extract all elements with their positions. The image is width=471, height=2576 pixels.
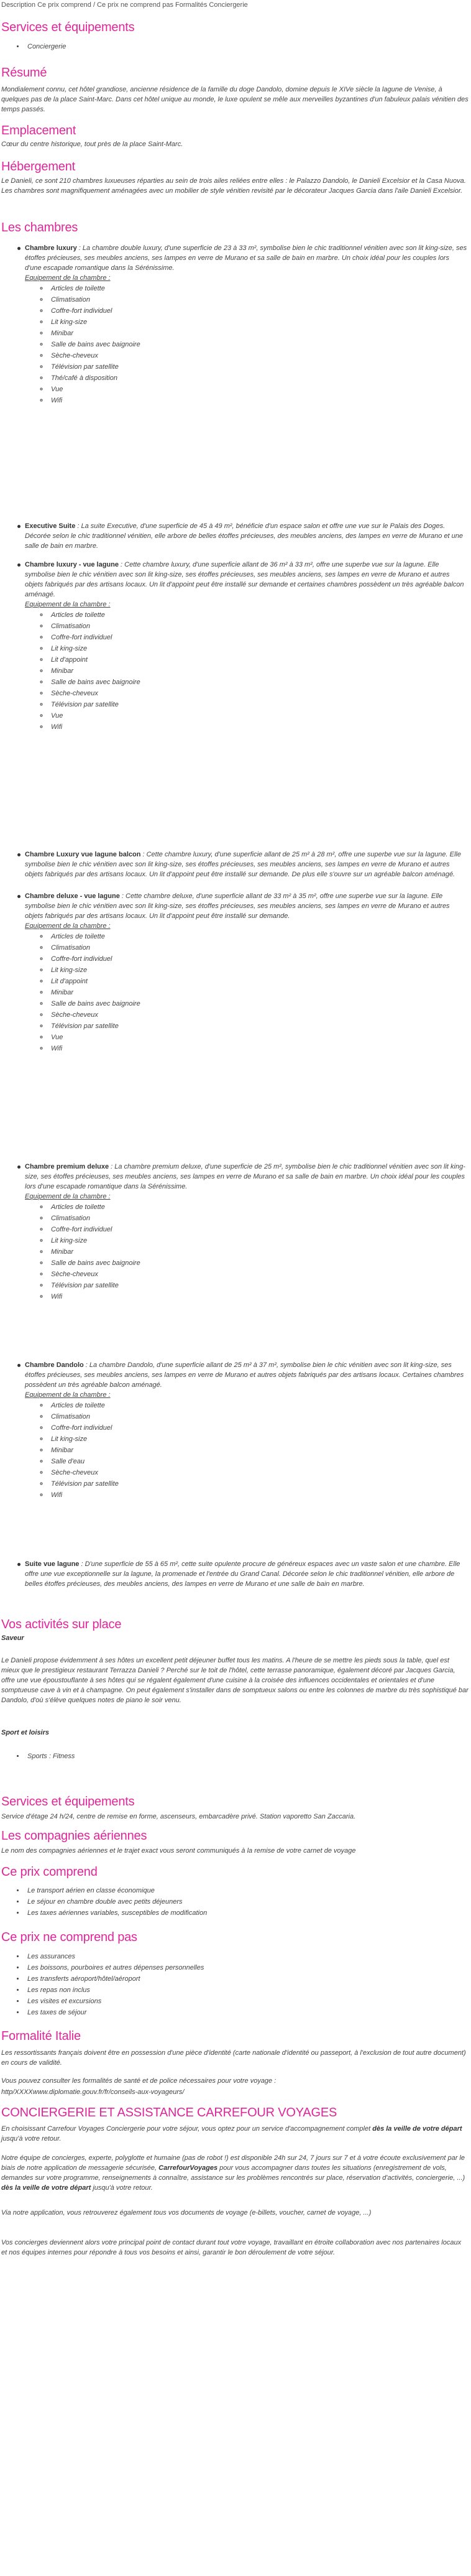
list-item: • Le transport aérien en classe économique (25, 1885, 207, 1896)
room-1 (25, 521, 470, 551)
room-desc: : D'une superficie de 55 à 65 m², cette suite opulente procure de généreux espaces avec un vaste salon et une chambre. Elle offre une vue exceptionnelle sur la lagune, la promenade et l'entrée du Grand Canal. Décorée selon le chic traditionnel vénitien, elle arbore de belles étoffes précieuses, des meubles anciens, des lampes en verre de Murano et une salle de bain en marbre. (25, 1560, 460, 1588)
amenity-item: ◦ Salle de bains avec baignoire (48, 339, 470, 350)
prix-ne-comprend-list (1, 1951, 204, 2018)
text-bold: dès la veille de votre départ (372, 2125, 462, 2133)
list-item: • Conciergerie (25, 41, 66, 52)
amenity-item: ◦ Télévision par satellite (48, 361, 470, 373)
room-desc: : Cette chambre deluxe, d'une superficie allant de 33 m² à 35 m², offre une superbe vue sur la lagune. Elle symbolise bien le chic vénitien avec son lit king-size, ses étoffes précieuses, ses meubles anciens, ses lampes en verre de Murano et autres objets fabriqués par des artisans locaux. Un lit d'appoint peut être installé sur demande. (25, 892, 450, 920)
room-5 (25, 1162, 470, 1302)
conciergerie-p3: Via notre application, vous retrouverez également tous vos documents de voyage (e-billets, voucher, carnet de voyage, ...) (1, 2209, 372, 2217)
sport-list (1, 1751, 75, 1762)
amenity-item: ◦ Salle de bains avec baignoire (48, 1258, 470, 1269)
room-desc: : La chambre double luxury, d'une superficie de 23 à 33 m², symbolise bien le chic traditionnel vénitien avec son lit king-size, ses étoffes précieuses, ses meubles anciens, ses lampes en verre de Murano et sa salle de bain en marbre. Un choix idéal pour les couples lors d'une escapade romantique dans la Sérénissime. (25, 244, 467, 272)
emplacement-heading: Emplacement (1, 124, 76, 137)
amenity-item: ◦ Climatisation (48, 1411, 470, 1422)
amenity-item: ◦ Articles de toilette (48, 609, 470, 621)
conciergerie-p4: Vos concierges deviennent alors votre principal point de contact durant tout votre voyage, travaillant en étroite collaboration avec nos partenaires locaux et nos équipes internes pour répondre à tous vos besoins et ainsi, garantir le bon déroulement de votre séjour. (1, 2239, 462, 2256)
amenity-item: ◦ Sèche-cheveux (48, 1467, 470, 1478)
amenity-list (25, 931, 470, 1054)
text: En choisissant Carrefour Voyages Conciergerie pour votre séjour, vous optez pour un service d'accompagnement complet (1, 2125, 373, 2133)
services-text: Service d'étage 24 h/24, centre de remise en forme, ascenseurs, embarcadère privé. Station vaporetto San Zaccaria. (1, 1813, 356, 1820)
bullet (17, 1563, 21, 1566)
room-desc: : La chambre premium deluxe, d'une superficie de 25 m², symbolise bien le chic traditionnel vénitien avec son lit king-size, ses étoffes précieuses, ses meubles anciens, ses lampes en verre de Murano et sa salle de bain en marbre. Un choix idéal pour les couples lors d'une escapade romantique dans la Sérénissime. (25, 1163, 465, 1190)
room-6 (25, 1360, 470, 1501)
conciergerie-p1 (1, 2124, 469, 2144)
saveur-label: Saveur (1, 1634, 24, 1642)
text: Notre équipe de concierges, experte, polyglotte et humaine (pas de robot !) est disponible 24h sur 24, 7 jours sur 7 et à votre écoute exclusivement par le biais de notre application de messagerie sécurisée, (1, 2154, 465, 2172)
bullet (17, 853, 21, 856)
bullet (17, 1165, 21, 1169)
equipment-label: Equipement de la chambre : (25, 274, 111, 282)
amenity-item: ◦ Lit d'appoint (48, 654, 470, 665)
list-item: • Les assurances (25, 1951, 204, 1962)
amenity-item: ◦ Télévision par satellite (48, 1280, 470, 1291)
room-desc: : Cette chambre luxury, d'une superficie allant de 25 m² à 28 m², offre une superbe vue sur la lagune. Elle symbolise bien le chic vénitien avec son lit king-size, ses étoffes précieuses, ses meubles anciens, ses lampes en verre de Murano et autres objets fabriqués par des artisans locaux. Un lit d'appoint peut être installé sur demande. De plus elle s'ouvre sur un agréable balcon aménagé. (25, 851, 461, 878)
amenity-item: ◦ Salle d'eau (48, 1456, 470, 1467)
amenity-item: ◦ Sèche-cheveux (48, 350, 470, 361)
amenity-item: ◦ Salle de bains avec baignoire (48, 677, 470, 688)
amenity-item: ◦ Climatisation (48, 942, 470, 953)
hebergement-text: Le Danieli, ce sont 210 chambres luxueuses réparties au sein de trois ailes reliées entre elles : le Palazzo Dandolo, le Danieli Excelsior et la Casa Nuova. Les chambres sont magnifiquement aménagées avec un mobilier de style vénitien revisité par le décorateur Jacques Garcia dans l'aile Danieli Excelsior. (1, 177, 466, 195)
amenity-item: ◦ Lit d'appoint (48, 976, 470, 987)
amenity-item: ◦ Climatisation (48, 1213, 470, 1224)
amenity-list (25, 1400, 470, 1501)
amenity-item: ◦ Coffre-fort individuel (48, 1422, 470, 1434)
equipment-label: Equipement de la chambre : (25, 922, 111, 930)
room-desc: : La chambre Dandolo, d'une superficie allant de 25 m² à 37 m², symbolise bien le chic vénitien avec son lit king-size, ses étoffes précieuses, ses meubles anciens, ses lampes en verre de Murano et autres objets fabriqués par des artisans locaux. Certaines chambres possèdent un très agréable balcon aménagé. (25, 1361, 464, 1389)
amenity-item: ◦ Articles de toilette (48, 283, 470, 294)
amenity-item: ◦ Minibar (48, 987, 470, 998)
room-name: Suite vue lagune (25, 1560, 80, 1568)
activites-heading: Vos activités sur place (1, 1618, 122, 1631)
list-item: • Les boissons, pourboires et autres dépenses personnelles (25, 1962, 204, 1973)
room-name: Executive Suite (25, 522, 76, 530)
room-name: Chambre premium deluxe (25, 1163, 109, 1170)
amenity-item: ◦ Climatisation (48, 621, 470, 632)
bullet (17, 247, 21, 250)
room-2 (25, 560, 470, 733)
formalite-link[interactable]: http/XXXXwww.diplomatie.gouv.fr/fr/conseils-aux-voyageurs/ (1, 2088, 185, 2096)
equipment-label: Equipement de la chambre : (25, 1391, 111, 1399)
saveur-text: Le Danieli propose évidemment à ses hôtes un excellent petit déjeuner buffet tous les matins. A l'heure de se mettre les pieds sous la table, quel est mieux que le prestigieux restaurant Terrazza Danieli ? Perché sur le toit de l'hôtel, cette terrasse panoramique, également décoré par Jacques Garcia, offre une vue époustouflante à ses hôtes qui se régalent également d'une cuisine à la croisée des influences occidentales et orientales et d'une somptueuse cave à vin et à champagne. On peut également s'installer dans de somptueux salons ou entre les colonnes de marbre du très sophistiqué bar Dandolo, d'où s'élève quelques notes de piano le soir venu. (1, 1657, 469, 1704)
text: jusqu'à votre retour. (1, 2135, 62, 2143)
amenity-item: ◦ Vue (48, 710, 470, 721)
amenity-item: ◦ Wifi (48, 1291, 470, 1302)
amenity-item: ◦ Wifi (48, 1490, 470, 1501)
room-name: Chambre Luxury vue lagune balcon (25, 851, 141, 858)
services-heading: Services et équipements (1, 1795, 135, 1809)
amenity-item: ◦ Lit king-size (48, 965, 470, 976)
amenity-item: ◦ Minibar (48, 665, 470, 677)
amenity-item: ◦ Lit king-size (48, 317, 470, 328)
list-item: • Les repas non inclus (25, 1985, 204, 1996)
chambres-heading: Les chambres (1, 221, 78, 234)
conciergerie-p2 (1, 2153, 469, 2193)
services-top-heading: Services et équipements (1, 21, 135, 34)
list-item: • Les transferts aéroport/hôtel/aéroport (25, 1973, 204, 1985)
amenity-item: ◦ Lit king-size (48, 1434, 470, 1445)
emplacement-text: Cœur du centre historique, tout près de la place Saint-Marc. (1, 141, 183, 148)
room-name: Chambre deluxe - vue lagune (25, 892, 120, 900)
text: jusqu'à votre retour. (91, 2184, 153, 2192)
amenity-item: ◦ Télévision par satellite (48, 699, 470, 710)
formalite-p2: Vous pouvez consulter les formalités de santé et de police nécessaires pour votre voyage : (1, 2077, 277, 2085)
amenity-item: ◦ Sèche-cheveux (48, 1269, 470, 1280)
equipment-label: Equipement de la chambre : (25, 1193, 111, 1200)
room-7 (25, 1559, 470, 1589)
breadcrumb[interactable]: Description Ce prix comprend / Ce prix ne comprend pas Formalités Conciergerie (1, 1, 248, 9)
list-item: • Les taxes de séjour (25, 2007, 204, 2018)
amenity-item: ◦ Wifi (48, 395, 470, 406)
compagnies-heading: Les compagnies aériennes (1, 1829, 147, 1843)
sport-label: Sport et loisirs (1, 1729, 50, 1736)
bullet (17, 563, 21, 567)
amenity-item: ◦ Salle de bains avec baignoire (48, 998, 470, 1009)
amenity-item: ◦ Télévision par satellite (48, 1021, 470, 1032)
amenity-item: ◦ Thé/café à disposition (48, 373, 470, 384)
amenity-item: ◦ Vue (48, 1032, 470, 1043)
amenity-item: ◦ Articles de toilette (48, 1400, 470, 1411)
conciergerie-heading: CONCIERGERIE ET ASSISTANCE CARREFOUR VOYAGES (1, 2106, 337, 2120)
bullet (17, 1364, 21, 1367)
list-item: • Les visites et excursions (25, 1996, 204, 2007)
amenity-list (25, 609, 470, 733)
resume-heading: Résumé (1, 66, 47, 80)
amenity-list (25, 1202, 470, 1302)
amenity-item: ◦ Minibar (48, 328, 470, 339)
formalite-p1: Les ressortissants français doivent être en possession d'une pièce d'identité (carte nationale d'identité ou passeport, à l'exclusion de tout autre document) en cours de validité. (1, 2049, 466, 2067)
room-name: Chambre luxury - vue lagune (25, 561, 119, 568)
room-3 (25, 850, 470, 879)
prix-comprend-list (1, 1885, 207, 1919)
amenity-item: ◦ Articles de toilette (48, 931, 470, 942)
services-top-list (1, 41, 66, 52)
room-desc: : La suite Executive, d'une superficie de 45 à 49 m², bénéficie d'un espace salon et offre une vue sur le Palais des Doges. Décorée selon le chic traditionnel vénitien, elle arbore de belles étoffes précieuses, des meubles anciens, des lampes en verre de Murano et une salle de bain en marbre. (25, 522, 464, 550)
amenity-item: ◦ Articles de toilette (48, 1202, 470, 1213)
compagnies-text: Le nom des compagnies aériennes et le trajet exact vous seront communiqués à la remise de votre carnet de voyage (1, 1847, 356, 1855)
amenity-item: ◦ Télévision par satellite (48, 1478, 470, 1490)
equipment-label: Equipement de la chambre : (25, 601, 111, 608)
amenity-item: ◦ Climatisation (48, 294, 470, 305)
prix-ne-comprend-heading: Ce prix ne comprend pas (1, 1930, 137, 1944)
amenity-item: ◦ Lit king-size (48, 643, 470, 654)
room-4 (25, 891, 470, 1054)
resume-text: Mondialement connu, cet hôtel grandiose, ancienne résidence de la famille du doge Dandolo, domine depuis le XIVe siècle la lagune de Venise, à quelques pas de la place Saint-Marc. Dans cet hôtel unique au monde, le luxe opulent se mêle aux merveilles byzantines d'un fabuleux palais vénitien des temps passés. (1, 86, 469, 113)
formalite-heading: Formalité Italie (1, 2029, 81, 2043)
amenity-item: ◦ Sèche-cheveux (48, 1009, 470, 1021)
prix-comprend-heading: Ce prix comprend (1, 1865, 98, 1879)
list-item: • Les taxes aériennes variables, susceptibles de modification (25, 1907, 207, 1919)
list-item: • Le séjour en chambre double avec petits déjeuners (25, 1896, 207, 1907)
room-0 (25, 243, 470, 406)
amenity-item: ◦ Minibar (48, 1246, 470, 1258)
room-name: Chambre Dandolo (25, 1361, 84, 1369)
amenity-item: ◦ Minibar (48, 1445, 470, 1456)
amenity-item: ◦ Wifi (48, 1043, 470, 1054)
text-bold: dès la veille de votre départ (1, 2184, 91, 2192)
amenity-item: ◦ Coffre-fort individuel (48, 305, 470, 317)
bullet (17, 895, 21, 898)
amenity-item: ◦ Coffre-fort individuel (48, 1224, 470, 1235)
room-name: Chambre luxury (25, 244, 77, 252)
bullet (17, 525, 21, 528)
list-item: • Sports : Fitness (25, 1751, 75, 1762)
amenity-item: ◦ Sèche-cheveux (48, 688, 470, 699)
amenity-item: ◦ Vue (48, 384, 470, 395)
amenity-item: ◦ Coffre-fort individuel (48, 632, 470, 643)
text: pour vous accompagner dans toutes les situations (enregistrement de vols, demandes sur votre programme, renseignements à connaître, assistance sur les problèmes rencontrés sur place, réservation d'activités, conciergerie, ...) (1, 2164, 465, 2182)
hebergement-heading: Hébergement (1, 160, 75, 174)
amenity-item: ◦ Wifi (48, 721, 470, 733)
amenity-list (25, 283, 470, 406)
amenity-item: ◦ Lit king-size (48, 1235, 470, 1246)
room-desc: : Cette chambre luxury, d'une superficie allant de 36 m² à 33 m², offre une superbe vue sur la lagune. Elle symbolise bien le chic vénitien avec son lit king-size, ses étoffes précieuses, ses meubles anciens, ses lampes en verre de Murano et autres objets fabriqués par des artisans locaux. Un lit d'appoint peut être installé sur demande et certaines chambres possèdent un très agréable balcon aménagé. (25, 561, 464, 598)
text-bold: CarrefourVoyages (158, 2164, 218, 2172)
amenity-item: ◦ Coffre-fort individuel (48, 953, 470, 965)
